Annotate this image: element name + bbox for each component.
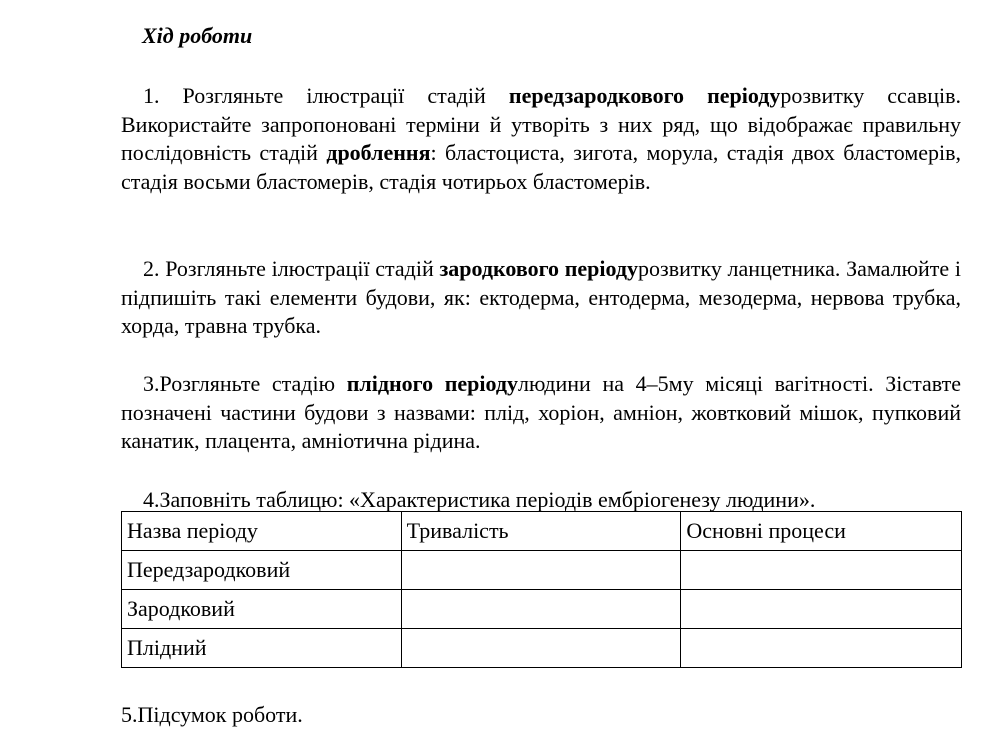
table-cell-period: Плідний [122, 629, 402, 668]
header-cell-main-processes: Основні процеси [681, 512, 962, 551]
task-2-term-period: зародкового періоду [439, 256, 639, 281]
table-cell-duration[interactable] [401, 590, 681, 629]
header-cell-period-name: Назва періоду [122, 512, 402, 551]
task-3 [121, 370, 961, 456]
task-2-text-b: розвитку ланцетника. Замалюйте і підпишіть такі елементи будови, як: ектодерма, ентодерма, мезодерма, нервова трубка, хорда, травна трубка. [121, 256, 961, 338]
embryogenesis-periods-table [121, 511, 962, 668]
task-3-text-a: 3.Розгляньте стадію [143, 371, 347, 396]
task-3-term-period: плідного періоду [346, 371, 518, 396]
task-2-text-a: 2. Розгляньте ілюстрації стадій [143, 256, 440, 281]
table-cell-processes[interactable] [681, 590, 962, 629]
header-cell-duration: Тривалість [401, 512, 681, 551]
task-1-text-b: розвитку ссавців. Використайте запропоновані терміни й утворіть з них ряд, що відображає правильну послідовність стадій [121, 83, 961, 165]
task-1-text-c: : бластоциста, зигота, морула, стадія двох бластомерів, стадія восьми бластомерів, стадія чотирьох бластомерів. [121, 140, 962, 194]
summary-line: 5.Підсумок роботи. [121, 702, 303, 727]
task-1-term-cleavage: дроблення [326, 140, 431, 165]
table-cell-processes[interactable] [681, 629, 962, 668]
table-cell-duration[interactable] [401, 629, 681, 668]
table-cell-duration[interactable] [401, 551, 681, 590]
task-1-text-a: 1. Розгляньте ілюстрації стадій [143, 83, 509, 108]
table-row [122, 629, 962, 668]
table-cell-period: Зародковий [122, 590, 402, 629]
table-cell-processes[interactable] [681, 551, 962, 590]
table-cell-period: Передзародковий [122, 551, 402, 590]
task-1 [121, 82, 961, 196]
task-4: 4.Заповніть таблицю: «Характеристика періодів ембріогенезу людини». [143, 487, 816, 512]
task-3-text-b: людини на 4–5му місяці вагітності. Зіставте позначені частини будови з назвами: плід, хоріон, амніон, жовтковий мішок, пупковий канатик, плацента, амніотична рідина. [121, 371, 961, 453]
table-row [122, 590, 962, 629]
task-2 [121, 255, 961, 341]
table-row [122, 551, 962, 590]
task-1-term-period: передзародкового періоду [508, 83, 781, 108]
table-header-row [122, 512, 962, 551]
section-heading: Хід роботи [142, 23, 253, 48]
